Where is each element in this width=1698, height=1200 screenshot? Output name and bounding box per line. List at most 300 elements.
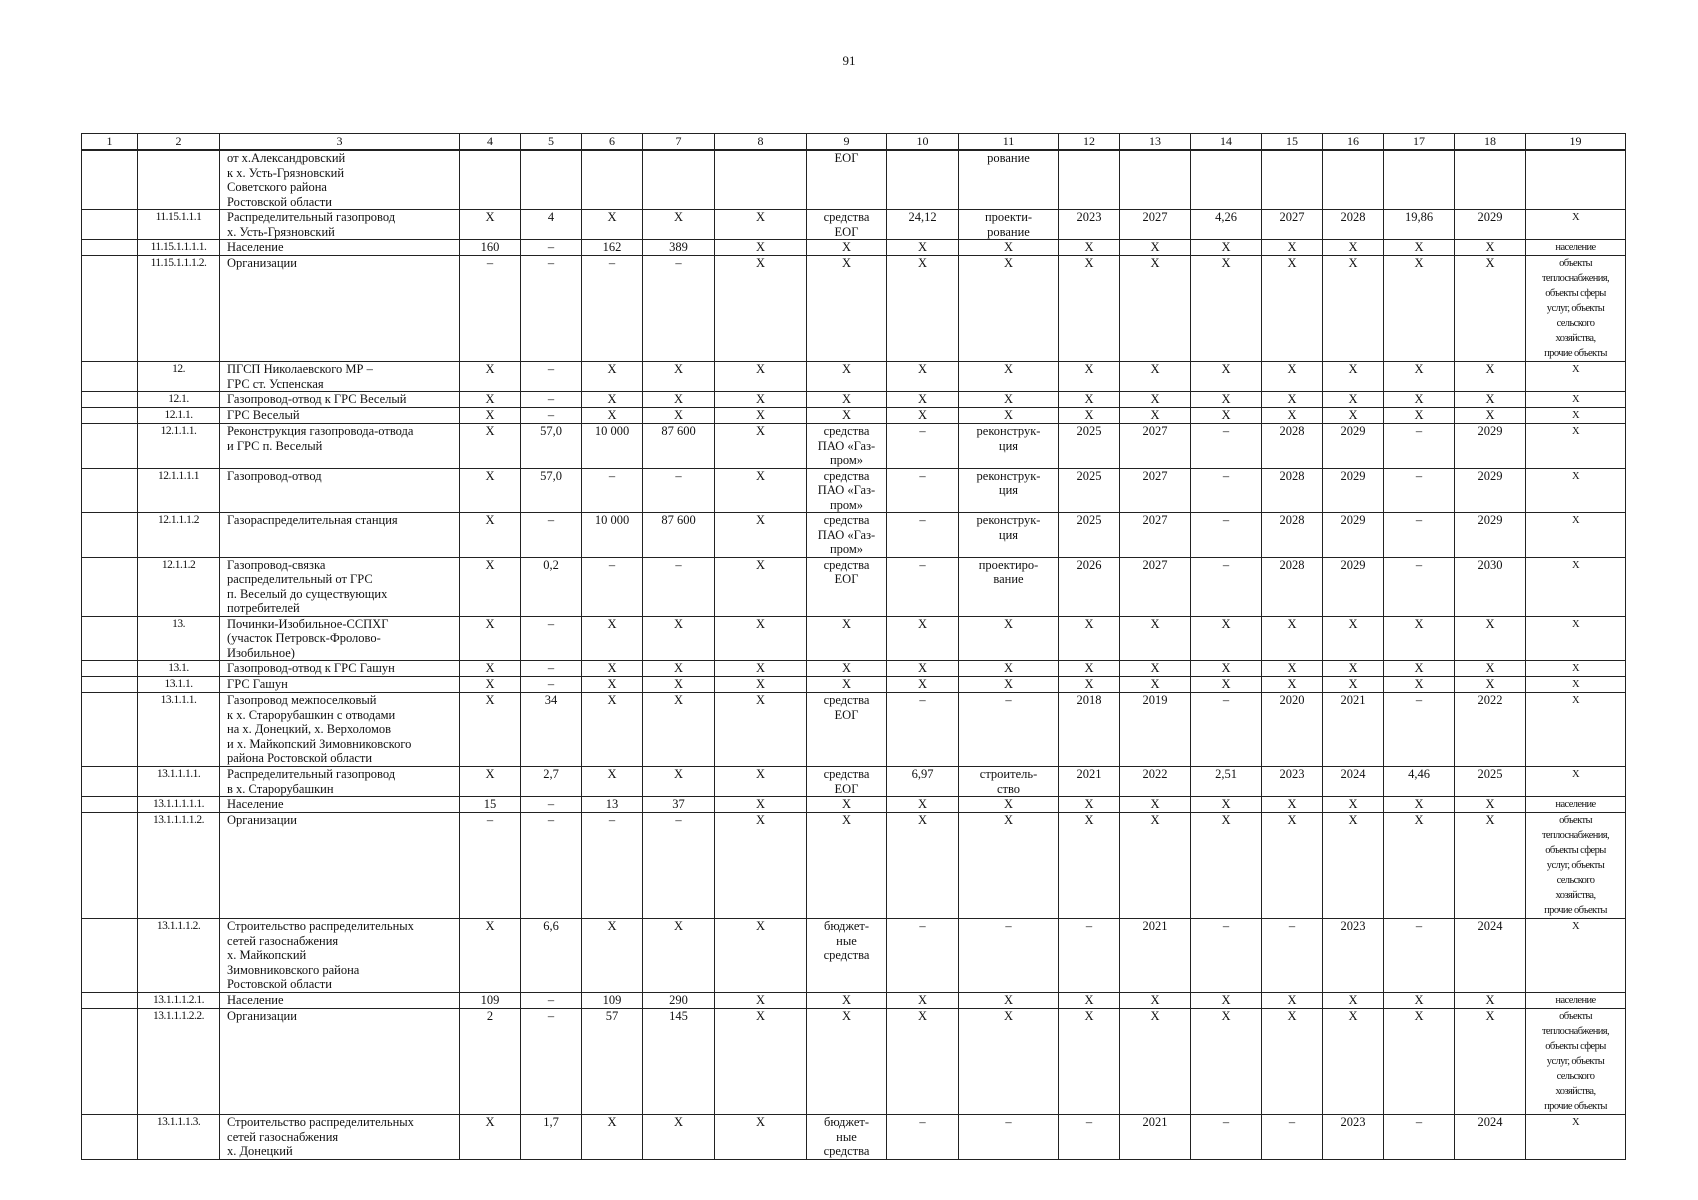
table-cell: реконструк- ция — [959, 513, 1059, 558]
table-cell: 57,0 — [521, 468, 582, 513]
table-cell: Х — [887, 240, 959, 256]
table-cell: Х — [959, 408, 1059, 424]
table-cell: Х — [1384, 616, 1455, 661]
table-cell: – — [460, 813, 521, 919]
table-cell: бюджет- ные средства — [807, 919, 887, 993]
table-cell: 109 — [582, 993, 643, 1009]
table-cell: Х — [807, 392, 887, 408]
table-row — [82, 677, 1626, 693]
table-cell: 389 — [643, 240, 715, 256]
consumer-type-cell: Х — [1526, 616, 1626, 661]
table-cell: проектиро- вание — [959, 557, 1059, 616]
consumer-type-cell: Х — [1526, 468, 1626, 513]
table-cell: Х — [959, 392, 1059, 408]
table-row — [82, 693, 1626, 767]
table-cell: 24,12 — [887, 210, 959, 240]
table-cell: Х — [1191, 661, 1262, 677]
table-cell: Х — [1191, 813, 1262, 919]
table-cell: 2025 — [1059, 424, 1120, 469]
table-cell: – — [1191, 557, 1262, 616]
table-cell: Х — [582, 1115, 643, 1160]
table-cell: – — [1262, 919, 1323, 993]
table-cell: реконструк- ция — [959, 424, 1059, 469]
data-table — [81, 133, 1626, 1160]
table-cell: 2018 — [1059, 693, 1120, 767]
row-number-cell: 13.1.1.1.3. — [138, 1115, 220, 1160]
table-cell: Х — [959, 993, 1059, 1009]
row-number-cell: 12.1.1.2 — [138, 557, 220, 616]
table-cell: Х — [1120, 797, 1191, 813]
table-cell: 2029 — [1323, 513, 1384, 558]
table-cell: – — [959, 1115, 1059, 1160]
table-cell: Х — [1120, 993, 1191, 1009]
table-cell: 34 — [521, 693, 582, 767]
table-cell: Х — [582, 210, 643, 240]
table-cell: Х — [460, 693, 521, 767]
table-cell: Х — [1191, 677, 1262, 693]
table-cell: Х — [715, 468, 807, 513]
table-cell: Х — [460, 392, 521, 408]
table-cell: ЕОГ — [807, 150, 887, 210]
table-cell: Х — [1455, 362, 1526, 392]
table-cell: Х — [715, 424, 807, 469]
table-cell: Х — [460, 919, 521, 993]
table-cell: Х — [460, 1115, 521, 1160]
table-cell: Х — [582, 392, 643, 408]
table-cell: средства ЕОГ — [807, 557, 887, 616]
table-cell: 2024 — [1455, 919, 1526, 993]
table-cell: 2027 — [1120, 468, 1191, 513]
table-cell: – — [521, 797, 582, 813]
table-cell: Х — [643, 408, 715, 424]
table-cell: 2026 — [1059, 557, 1120, 616]
consumer-type-cell: Х — [1526, 557, 1626, 616]
table-cell: Х — [1262, 616, 1323, 661]
item-name-cell: Строительство распределительных сетей газоснабжения х. Майкопский Зимовниковского района Ростовской области — [220, 919, 460, 993]
table-cell: Х — [1120, 1009, 1191, 1115]
consumer-type-cell: объекты теплоснабжения, объекты сферы услуг, объекты сельского хозяйства, прочие объекты — [1526, 256, 1626, 362]
table-cell: Х — [643, 392, 715, 408]
table-cell: 2,51 — [1191, 767, 1262, 797]
table-cell: – — [643, 557, 715, 616]
table-cell: Х — [460, 661, 521, 677]
table-cell: Х — [1191, 616, 1262, 661]
table-cell — [82, 813, 138, 919]
table-cell: Х — [1120, 362, 1191, 392]
table-cell: Х — [1455, 256, 1526, 362]
table-cell: 2024 — [1323, 767, 1384, 797]
consumer-type-cell: Х — [1526, 693, 1626, 767]
table-cell — [715, 150, 807, 210]
consumer-type-cell: население — [1526, 993, 1626, 1009]
table-cell — [82, 616, 138, 661]
table-cell — [521, 150, 582, 210]
table-cell: Х — [1455, 1009, 1526, 1115]
table-cell: Х — [1455, 616, 1526, 661]
table-cell: – — [1384, 424, 1455, 469]
column-header: 1 — [82, 134, 138, 151]
item-name-cell: Починки-Изобильное-ССПХГ (участок Петровск-Фролово- Изобильное) — [220, 616, 460, 661]
item-name-cell: Организации — [220, 813, 460, 919]
table-cell: Х — [1059, 813, 1120, 919]
table-row — [82, 993, 1626, 1009]
table-cell: Х — [807, 797, 887, 813]
item-name-cell: ПГСП Николаевского МР – ГРС ст. Успенская — [220, 362, 460, 392]
item-name-cell: Газопровод-отвод — [220, 468, 460, 513]
table-cell: Х — [959, 256, 1059, 362]
table-cell: Х — [1262, 677, 1323, 693]
table-cell: 2028 — [1262, 513, 1323, 558]
table-cell: Х — [887, 993, 959, 1009]
table-cell: 2028 — [1262, 424, 1323, 469]
table-cell: Х — [1455, 813, 1526, 919]
table-cell: – — [1262, 1115, 1323, 1160]
table-cell: – — [1191, 919, 1262, 993]
table-cell: Х — [1262, 408, 1323, 424]
table-cell: – — [521, 256, 582, 362]
table-cell: – — [582, 468, 643, 513]
table-cell: 2021 — [1120, 919, 1191, 993]
table-cell: 19,86 — [1384, 210, 1455, 240]
table-cell: – — [887, 693, 959, 767]
table-cell — [82, 362, 138, 392]
table-cell: 57 — [582, 1009, 643, 1115]
table-cell — [582, 150, 643, 210]
table-cell — [82, 797, 138, 813]
table-cell: 162 — [582, 240, 643, 256]
table-cell: Х — [460, 424, 521, 469]
item-name-cell: Население — [220, 240, 460, 256]
table-cell: Х — [1059, 1009, 1120, 1115]
row-number-cell: 13.1.1.1.2. — [138, 919, 220, 993]
table-cell: – — [887, 919, 959, 993]
column-header: 17 — [1384, 134, 1455, 151]
table-cell: Х — [1059, 256, 1120, 362]
table-cell — [82, 1115, 138, 1160]
table-cell: 2027 — [1120, 557, 1191, 616]
consumer-type-cell: Х — [1526, 767, 1626, 797]
table-cell: – — [521, 240, 582, 256]
table-cell — [82, 767, 138, 797]
table-cell: Х — [715, 797, 807, 813]
table-cell: Х — [1120, 661, 1191, 677]
consumer-type-cell: Х — [1526, 1115, 1626, 1160]
table-cell: Х — [1323, 797, 1384, 813]
table-cell: Х — [807, 616, 887, 661]
table-cell: – — [643, 468, 715, 513]
table-cell: – — [1384, 693, 1455, 767]
table-cell: 2029 — [1323, 424, 1384, 469]
table-cell: Х — [1059, 677, 1120, 693]
table-cell: Х — [1059, 240, 1120, 256]
table-cell: Х — [1384, 240, 1455, 256]
table-cell — [82, 557, 138, 616]
table-cell: Х — [1384, 993, 1455, 1009]
table-cell: Х — [1059, 661, 1120, 677]
table-cell — [1120, 150, 1191, 210]
table-cell: – — [887, 1115, 959, 1160]
table-cell: Х — [1455, 993, 1526, 1009]
table-cell: – — [887, 468, 959, 513]
table-cell: 2023 — [1323, 1115, 1384, 1160]
table-cell: 145 — [643, 1009, 715, 1115]
consumer-type-cell: объекты теплоснабжения, объекты сферы услуг, объекты сельского хозяйства, прочие объекты — [1526, 1009, 1626, 1115]
table-cell — [82, 392, 138, 408]
table-cell: Х — [715, 677, 807, 693]
item-name-cell: Газопровод межпоселковый к х. Старорубашкин с отводами на х. Донецкий, х. Верхоломов и х. Майкопский Зимовниковского района Ростовской области — [220, 693, 460, 767]
table-cell: Х — [887, 616, 959, 661]
table-cell: Х — [807, 813, 887, 919]
table-cell: 2021 — [1120, 1115, 1191, 1160]
table-cell: Х — [643, 210, 715, 240]
table-cell: 2022 — [1120, 767, 1191, 797]
table-cell: 2027 — [1120, 513, 1191, 558]
table-cell — [643, 150, 715, 210]
column-header: 6 — [582, 134, 643, 151]
column-header: 12 — [1059, 134, 1120, 151]
table-cell: Х — [1262, 797, 1323, 813]
consumer-type-cell: Х — [1526, 362, 1626, 392]
row-number-cell: 12.1.1.1.1 — [138, 468, 220, 513]
table-row — [82, 392, 1626, 408]
consumer-type-cell: Х — [1526, 408, 1626, 424]
table-cell — [1384, 150, 1455, 210]
table-cell: Х — [715, 1115, 807, 1160]
table-cell: 2023 — [1059, 210, 1120, 240]
table-cell: Х — [887, 408, 959, 424]
table-cell — [82, 408, 138, 424]
table-cell: Х — [1262, 240, 1323, 256]
table-cell: Х — [643, 362, 715, 392]
table-cell: Х — [887, 797, 959, 813]
table-cell: 2029 — [1323, 557, 1384, 616]
item-name-cell: Газопровод-отвод к ГРС Гашун — [220, 661, 460, 677]
table-cell: Х — [887, 362, 959, 392]
table-cell: Х — [715, 813, 807, 919]
table-cell: Х — [959, 813, 1059, 919]
table-cell: Х — [887, 392, 959, 408]
table-cell: Х — [1191, 1009, 1262, 1115]
table-row — [82, 1009, 1626, 1115]
table-cell — [82, 468, 138, 513]
table-cell: 2027 — [1120, 424, 1191, 469]
table-cell: 2019 — [1120, 693, 1191, 767]
row-number-cell: 12. — [138, 362, 220, 392]
item-name-cell: ГРС Гашун — [220, 677, 460, 693]
table-cell: Х — [582, 693, 643, 767]
table-cell: 13 — [582, 797, 643, 813]
table-cell: – — [959, 919, 1059, 993]
table-cell: Х — [460, 557, 521, 616]
table-row — [82, 210, 1626, 240]
table-cell: Х — [1455, 797, 1526, 813]
column-header: 13 — [1120, 134, 1191, 151]
page-number: 91 — [842, 53, 856, 68]
table-cell: – — [643, 256, 715, 362]
table-cell: – — [1384, 513, 1455, 558]
consumer-type-cell: Х — [1526, 392, 1626, 408]
item-name-cell: Население — [220, 797, 460, 813]
table-cell: – — [582, 813, 643, 919]
table-cell — [82, 661, 138, 677]
table-cell: Х — [1323, 392, 1384, 408]
table-cell: Х — [1384, 1009, 1455, 1115]
table-cell: – — [1191, 1115, 1262, 1160]
table-cell: – — [521, 661, 582, 677]
row-number-cell: 12.1.1. — [138, 408, 220, 424]
table-cell: Х — [1262, 256, 1323, 362]
table-cell: Х — [582, 408, 643, 424]
table-cell: Х — [1120, 616, 1191, 661]
consumer-type-cell: население — [1526, 240, 1626, 256]
item-name-cell: Реконструкция газопровода-отвода и ГРС п. Веселый — [220, 424, 460, 469]
table-cell: – — [1384, 557, 1455, 616]
table-cell: – — [521, 616, 582, 661]
table-cell: средства ЕОГ — [807, 693, 887, 767]
item-name-cell: Организации — [220, 1009, 460, 1115]
table-cell: Х — [715, 693, 807, 767]
table-cell: Х — [643, 661, 715, 677]
table-cell: Х — [1120, 256, 1191, 362]
table-cell: Х — [887, 813, 959, 919]
table-cell — [460, 150, 521, 210]
table-cell: – — [1059, 919, 1120, 993]
table-cell: Х — [460, 210, 521, 240]
consumer-type-cell: население — [1526, 797, 1626, 813]
table-cell: 2020 — [1262, 693, 1323, 767]
consumer-type-cell: Х — [1526, 210, 1626, 240]
table-cell — [82, 150, 138, 210]
column-header: 7 — [643, 134, 715, 151]
table-cell: Х — [1455, 392, 1526, 408]
table-cell: Х — [715, 362, 807, 392]
item-name-cell: Распределительный газопровод в х. Старорубашкин — [220, 767, 460, 797]
table-cell: Х — [582, 362, 643, 392]
table-cell: Х — [582, 767, 643, 797]
table-cell: 2023 — [1323, 919, 1384, 993]
table-cell — [82, 1009, 138, 1115]
table-cell: – — [521, 1009, 582, 1115]
table-row — [82, 150, 1626, 210]
consumer-type-cell: Х — [1526, 424, 1626, 469]
column-header: 11 — [959, 134, 1059, 151]
table-cell: Х — [460, 408, 521, 424]
table-cell: 6,6 — [521, 919, 582, 993]
row-number-cell — [138, 150, 220, 210]
table-cell: – — [521, 677, 582, 693]
table-cell: 2028 — [1262, 557, 1323, 616]
table-row — [82, 767, 1626, 797]
table-cell — [1323, 150, 1384, 210]
table-cell: средства ЕОГ — [807, 767, 887, 797]
table-cell: Х — [887, 661, 959, 677]
row-number-cell: 13.1. — [138, 661, 220, 677]
item-name-cell: ГРС Веселый — [220, 408, 460, 424]
table-cell: Х — [1323, 661, 1384, 677]
table-cell: 2027 — [1120, 210, 1191, 240]
table-cell: Х — [807, 677, 887, 693]
table-cell: – — [521, 408, 582, 424]
table-cell: средства ПАО «Газ- пром» — [807, 513, 887, 558]
table-cell — [887, 150, 959, 210]
table-cell: 2,7 — [521, 767, 582, 797]
table-cell: Х — [1384, 362, 1455, 392]
table-cell: 10 000 — [582, 424, 643, 469]
table-cell: Х — [807, 256, 887, 362]
table-cell: Х — [1059, 392, 1120, 408]
column-header: 9 — [807, 134, 887, 151]
table-cell: 109 — [460, 993, 521, 1009]
table-cell: средства ПАО «Газ- пром» — [807, 468, 887, 513]
table-cell: Х — [807, 1009, 887, 1115]
table-cell: Х — [582, 677, 643, 693]
header-row — [82, 134, 1626, 151]
table-cell: Х — [1323, 1009, 1384, 1115]
table-cell: строитель- ство — [959, 767, 1059, 797]
column-header: 5 — [521, 134, 582, 151]
table-cell: 2029 — [1455, 210, 1526, 240]
table-cell: – — [1059, 1115, 1120, 1160]
consumer-type-cell — [1526, 150, 1626, 210]
item-name-cell: Газораспределительная станция — [220, 513, 460, 558]
table-cell: Х — [1384, 408, 1455, 424]
table-cell — [82, 513, 138, 558]
table-cell: Х — [1191, 362, 1262, 392]
table-cell — [1059, 150, 1120, 210]
table-cell: – — [887, 557, 959, 616]
item-name-cell: Население — [220, 993, 460, 1009]
table-cell: Х — [460, 468, 521, 513]
consumer-type-cell: Х — [1526, 677, 1626, 693]
row-number-cell: 13.1.1.1.1.2. — [138, 813, 220, 919]
row-number-cell: 12.1.1.1. — [138, 424, 220, 469]
column-header: 10 — [887, 134, 959, 151]
table-cell — [82, 677, 138, 693]
table-cell: Х — [887, 677, 959, 693]
table-cell: Х — [582, 616, 643, 661]
table-cell: Х — [643, 693, 715, 767]
table-row — [82, 256, 1626, 362]
table-cell: – — [959, 693, 1059, 767]
table-row — [82, 468, 1626, 513]
table-cell: Х — [460, 677, 521, 693]
table-cell: – — [460, 256, 521, 362]
table-cell: 2029 — [1323, 468, 1384, 513]
table-row — [82, 616, 1626, 661]
table-cell: Х — [715, 513, 807, 558]
table-cell: 10 000 — [582, 513, 643, 558]
table-row — [82, 1115, 1626, 1160]
table-cell: Х — [1455, 408, 1526, 424]
table-cell: – — [582, 557, 643, 616]
table-cell: – — [887, 424, 959, 469]
table-row — [82, 919, 1626, 993]
table-cell — [1455, 150, 1526, 210]
table-cell: 2 — [460, 1009, 521, 1115]
table-cell — [82, 256, 138, 362]
table-cell: Х — [1262, 813, 1323, 919]
table-cell: Х — [1059, 408, 1120, 424]
table-cell: – — [1191, 693, 1262, 767]
table-cell: Х — [1059, 797, 1120, 813]
table-cell: Х — [1191, 256, 1262, 362]
table-cell: 2027 — [1262, 210, 1323, 240]
table-cell: Х — [643, 616, 715, 661]
table-cell: 2021 — [1323, 693, 1384, 767]
table-cell: Х — [1323, 362, 1384, 392]
table-cell: 2021 — [1059, 767, 1120, 797]
table-cell: Х — [959, 677, 1059, 693]
